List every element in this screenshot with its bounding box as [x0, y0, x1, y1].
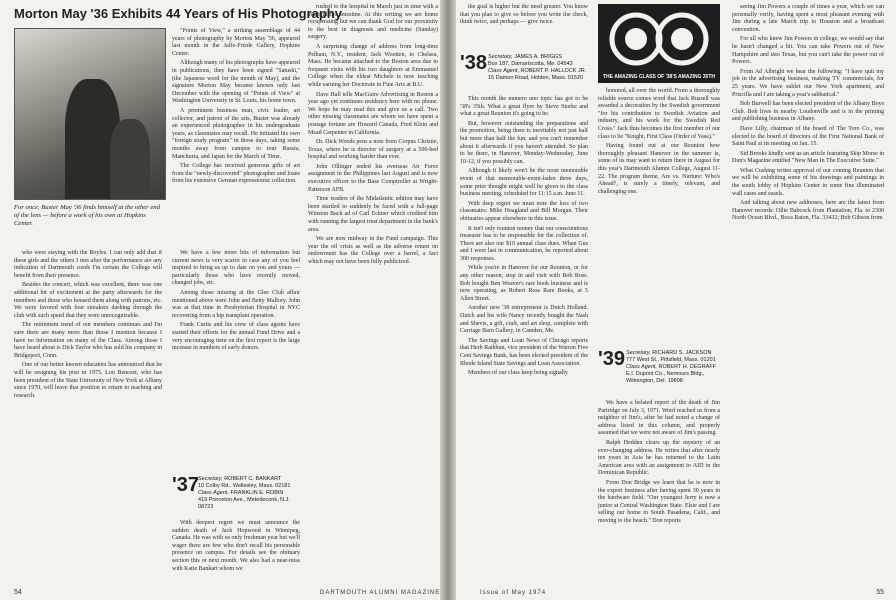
- paragraph: Another new '38 entrepreneur is Dutch Holland. Dutch and his wife Nancy recently bought the Nash and Shevis, a gift, craft, and art shop, complete with Carriage Barn Gallery, in Camden, Me.: [460, 305, 588, 335]
- paragraph: A prominent business man, civic leader, art collector, and patron of the arts, Buster was already an experienced photographer in his undergraduate years, as classmates may recall. He initiated his own "foreign study program" in those days, taking some months away from campus to tour Russia, Manchuria, and Japan for the March of Time.: [172, 107, 300, 160]
- secretary-label: Secretary,: [626, 350, 651, 356]
- class-year: '37: [172, 474, 200, 496]
- class-38-header: [460, 52, 588, 81]
- class-39-header: [598, 348, 720, 384]
- secretary-address: 10 Colby Rd., Wellesley, Mass. 02181: [198, 483, 291, 489]
- agent-label: Class Agent,: [198, 490, 229, 496]
- article-column-1: [172, 28, 300, 188]
- secretary-label: Secretary,: [198, 476, 223, 482]
- paragraph: John Ollinger ended his overseas Air Force assignment in the Philippines last August and is now executive officer to the Base Comptroller at Wright-Patterson AFB.: [308, 163, 438, 193]
- class-38-intro: [460, 4, 588, 29]
- class-year: '39: [598, 348, 626, 370]
- paragraph: Having found out at our Reunion how thoroughly pleasant Hanover in the summer is, some of us may want to return there in August for this year's Dartmouth Alumni College, August 11-22. The program theme, Are vs. Nurture: Who's Ahead?, is surely a timely, relevant, and challenging one.: [598, 143, 720, 195]
- paragraph: the goal is higher but the need greater. You know that you plan to give so before you write the check, think twice, and perhaps — give twice.: [460, 4, 588, 26]
- page-number: 54: [14, 589, 22, 596]
- paragraph: From Don Bridge we learn that he is now in the export business after having spent 30 years in the hardware field. "Our youngest Jerry is now a junior at Central Washington State. Elsie and I are selling our home in South Pasadena, Calif., and moving to the beach." Don reports: [598, 479, 720, 524]
- paragraph: With deep regret we must note the loss of two classmates: Mike Hoagland and Bill Morgan. Their obituaries appear elsewhere in this issue.: [460, 200, 588, 222]
- left-page: [0, 0, 446, 600]
- paragraph: seeing Jim Powers a couple of times a year, which we can personally verify, having spent a most pleasant evening with Jim during a late March trip to Houston and a broadcast convention.: [732, 4, 884, 33]
- class-notes-column-2: [172, 250, 300, 355]
- paragraph: We have a few more bits of information but current news is very scarce in case any of you feel inspired to bring us up to date on you and yours — particularly those who have recently moved, changed jobs, etc.: [172, 250, 300, 287]
- secretary-name: JAMES A. BRIGGS: [514, 54, 562, 60]
- agent-name: FRANKLIN E. ROBIN: [230, 490, 284, 496]
- paragraph: Frank Curtis and his crew of class agents have started their efforts for the annual Fund Drive and a very encouraging item on the first report is the large increase in numbers of early donors.: [172, 322, 300, 352]
- paragraph: Dave Lilly, chairman of the board of The Toro Co., was elected to the board of directors of the First National Bank of Saint Paul at its meeting on Jan. 15.: [732, 125, 884, 148]
- paragraph: A surprising change of address from long-time Pelham, N.Y., resident, Jack Wootten, to Chelsea, Mass. He became attached to the Boston area due to frequent visits with his two daughters at Emmanuel College when the eldest Michele is now teaching while earning her Doctorate in Fine Arts at B.U.: [308, 43, 438, 88]
- paragraph: But, however outstanding the preparations and the promotion, being there is inevitably not just half but more than half the fun; and you can't remember about it afterwards if you haven't attended. So plan to be there, in Hanover, Monday-Wednesday, June 10-12, if you possibly can.: [460, 120, 588, 165]
- agent-address: 419 Princeton Ave., Metedeconk, N.J. 08723: [198, 497, 290, 510]
- right-page: [450, 0, 896, 600]
- class-notes-column-1: [14, 250, 162, 402]
- emblem-band: THE AMAZING CLASS OF '38'S AMAZING 35TH: [598, 72, 720, 83]
- class-39-column-3: [732, 4, 884, 225]
- secretary-label: Secretary,: [488, 54, 513, 60]
- paragraph: For all who knew Jim Powers in college, we would say that he hasn't changed a bit. You can take Powers out of New Hampshire and into Texas, but you can't take the power out of Powers.: [732, 36, 884, 66]
- paragraph: Among those missing at the Glee Club affair mentioned above were John and Betty Mallory. John was at that time in Presbyterian Hospital in NYC recovering from a hip transplant operation.: [172, 289, 300, 319]
- issue-footer: Issue of May 1974: [480, 590, 547, 596]
- class-37-header: [172, 474, 300, 510]
- class-38-column-2: [598, 88, 720, 198]
- paragraph: From Ad Albright we hear the following: "I have quit my job in the advertising business, making TV commercials, for 25 years. We have sublet our New York apartment, and Priscilla and I are taking a year's sabbatical.": [732, 68, 884, 98]
- emblem-dot-right: [671, 28, 693, 50]
- agent-name: ROBERT P. HALLOCK JR.: [520, 68, 587, 74]
- secretary-name: RICHARD S. JACKSON: [652, 350, 712, 356]
- paragraph: rushed to the hospital in March just in time with a strangulated intestine. At this writing we are home recuperating but we can thank God for our proximity to the best in diagnosis and medicine (Sunday) surgery.: [308, 4, 438, 41]
- magazine-footer: DARTMOUTH ALUMNI MAGAZINE: [320, 590, 441, 596]
- paragraph: Dr. Dick Woods pens a note from Corpus Christie, Texas, where he is director of surgery at a 500-bed hospital and working harder than ever.: [308, 139, 438, 161]
- paragraph: Dave Hall tells MacGuire Advertising in Boston a year ago yet continues residency here with no phone. We hope he may read this and give us a call. Two other missing classmates are whom we have spent a postage fortune are Howard Canada, Fred Klein and Mead Carpenter in California.: [308, 91, 438, 136]
- secretary-address: Box 187, Damariscotta, Me. 04543: [488, 61, 573, 67]
- article-headline: Morton May '36 Exhibits 44 Years of His Photography: [14, 6, 342, 21]
- page-number: 55: [876, 589, 884, 596]
- paragraph: Members of our class keep being signally: [468, 370, 568, 377]
- agent-label: Class Agent,: [626, 364, 657, 370]
- agent-address: E.I. Dupont Co., Nemours Bldg., Wilmington, Del. 19898: [626, 371, 705, 384]
- photo-buster-may: [14, 28, 166, 200]
- paragraph: With deepest regret we must announce the sudden death of Jack Hopwood in Winnipeg, Canada. He was with us only freshman year but we'll wager there are few who don't recall his personable presence on campus. For details see the obituary section this or next month. We also had a near-miss with Katie Bankart whom we: [172, 520, 300, 572]
- paragraph: This month the numero uno topic has got to be '38's 35th. What a great flyer by Steve Storke and what a great Reunion it's going to be.: [460, 96, 588, 118]
- paragraph: What Cushing writes approval of our coming Reunion that we will be exhibiting some of his drawings and paintings in the south lobby of Hopkins Center in some fine illuminated wall cases and easels.: [732, 167, 884, 197]
- paragraph: While you're in Hanover for our Reunion, or for any other reason, stop in and visit with Bob Ross. Bob bought Ben Weaver's rare book business and is now operating, as Robert Ross Rare Books, at 5 Allen Street.: [460, 265, 588, 302]
- class-38-notes: [460, 96, 588, 380]
- agent-address: 15 Damon Road, Holden, Mass. 01520: [488, 75, 584, 81]
- paragraph: "Points of View," a striking assemblage of 44 years of photography by Morton May '36, appeared last month in the Jaffe-Friede Gallery, Hopkins Center.: [172, 28, 300, 57]
- class-39-notes: [598, 400, 720, 528]
- class-year: '38: [460, 52, 488, 74]
- class-38-emblem: [598, 4, 720, 74]
- photo-caption: For once, Buster May '36 finds himself at the other end of the lens — before a work of his own at Hopkins Center.: [14, 204, 160, 227]
- paragraph: The Savings and Loan News of Chicago reports that Herb Rathbun, vice president of the Warren Five Cent Savings Bank, has been elected president of the Rhode Island State Savings and Loan Association.: [460, 337, 588, 367]
- paragraph: honored, all over the world. From a thoroughly reliable source comes word that Jack Russell was awarded a decoration by the Swedish government "for his contribution to Swedish Aviation and industry, and his work for the Swedish Red Cross." Jack thus becomes the first member of our class to be "Knight, First Class (Order of Vasa).": [598, 88, 720, 140]
- paragraph: Although many of his photographs have appeared in publications, they have been signed "Satuski," (the Japanese word for the month of May), and the signature Morton May became known only last December with the opening of "Points of View" at Washington University in St. Louis, his home town.: [172, 60, 300, 105]
- paragraph: The retirement trend of our members continues and I'm sure there are many more than those I mention because I have no information on many of the Class. Among those I have heard about is Dick Taylor who has sold his company in Bridgeport, Conn.: [14, 322, 162, 359]
- paragraph: One of our better known educators has announced that he will be resigning his post in 1975. Lou Benezet, who has been president of the State University of New York at Albany since 1970, will leave that position to return to teaching and research.: [14, 362, 162, 399]
- paragraph: Sid Brooks kindly sent us an article featuring Skip Morse in Dun's Magazine entitled "New Man In The Executive Suite.": [732, 150, 884, 165]
- paragraph: It isn't only reunion money that our conscientious treasurer has to be responsible for the collection of. There are also our $10 annual class dues. When Gus and I were last in communication, he reported about 300 responses.: [460, 225, 588, 262]
- paragraph: Bob Burwell has been elected president of the Albany Boys Club. Bob lives in nearby Loudonville and is in the printing and publishing business in Albany.: [732, 101, 884, 123]
- paragraph: We are now midway in the Fund campaign. This year the oil crisis as well as the adverse return on endowment has the College over a barrel, a fact which may not have been fully publicized.: [308, 236, 438, 265]
- paragraph: The College has received generous gifts of art from the "newly-discovered" photographer and loans from his extensive German expressionist collection.: [172, 163, 300, 185]
- paragraph: And talking about new addresses, here are the latest from Hanover records: Ollie Babcock from Plantation, Fla. to 2300 North Ocean Blvd., Boca Raton, Fla. 33432; Bob Gibson from: [732, 200, 884, 222]
- agent-name: ROBERT H. DEGRAFF: [658, 364, 717, 370]
- paragraph: Although it likely won't be the most memorable event of that memorable-event-laden three days, some prior thought might well be given to the class business meeting, scheduled for 11:15 a.m. June 11.: [460, 168, 588, 198]
- paragraph: Time readers of the Midatlantic edition may have been startled to suddenly be faced with a full-page Winston Back ad of Carl Eckner which credited him with running the largest trust department in the bank's area.: [308, 196, 438, 233]
- paragraph: We have a belated report of the death of Jim Partridge on July 3, 1971. Word reached us from a neighbor of Jim's, after he had noted a change of address listed in this column, and properly assumed that we were not aware of Jim's passing.: [598, 400, 720, 437]
- secretary-name: ROBERT C. BANKART: [224, 476, 282, 482]
- photo-figure-2: [110, 119, 150, 199]
- class-notes-column-3: [308, 4, 438, 269]
- paragraph: Ralph Hedden clears up the mystery of an ever-changing address. He writes that after nearly ten years in Asia he has returned to the Latin American area with an assignment to AID in the Dominican Republic.: [598, 439, 720, 477]
- spine-gutter: [440, 0, 456, 600]
- secretary-address: 777 West St., Pittsfield, Mass. 01201: [626, 357, 716, 363]
- paragraph: Besides the concert, which was excellent, there was one additional bit of excitement at the party afterwards for the members and those who housed them along with patrons, etc. We were favored with four streakers dashing through the club with such speed that they were unrecognizable.: [14, 282, 162, 319]
- paragraph: who were staying with the Boyles. I can only add that if these girls and the others I met after the performance are any indication of Dartmouth coeds I'm certain the College will benefit from their presence.: [14, 250, 162, 279]
- class-37-notes: [172, 520, 300, 575]
- emblem-dot-left: [625, 28, 647, 50]
- agent-label: Class Agent,: [488, 68, 519, 74]
